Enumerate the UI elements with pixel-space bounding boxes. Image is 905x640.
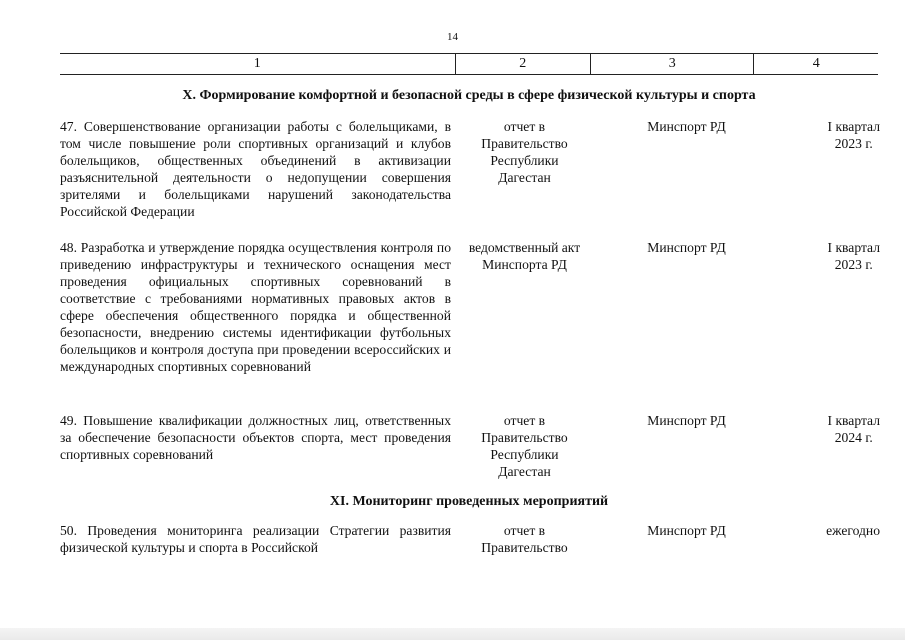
- column-header-3: 3: [590, 54, 753, 74]
- document-type: [458, 118, 591, 186]
- deadline-text: [828, 239, 880, 273]
- measure-text: 47. Совершенствование организации работы с болельщиками, в том числе повышение роли спортивных организаций и клубов болельщиков, общественных объединений в активизации разъяснительной деятельности о недопущении совершения зрителями и болельщиками нарушений законодательства Российской Федерации: [60, 119, 451, 219]
- deadline-line: 2024 г.: [834, 430, 873, 445]
- section-title-x: X. Формирование комфортной и безопасной среды в сфере физической культуры и спорта: [182, 88, 756, 103]
- document-line: ведомственный акт: [468, 240, 581, 255]
- deadline: [760, 522, 880, 539]
- deadline: [760, 239, 880, 273]
- document-type: [458, 412, 591, 480]
- measure-text: 48. Разработка и утверждение порядка осуществления контроля по приведению инфраструктуры и технического оснащения мест проведения официальных спортивных соревнований в соответствие с требованиями нормативных правовых актов в сфере обеспечения общественного порядка и общественной безопасности, внедрению системы идентификации футбольных болельщиков и контроля доступа при проведении всероссийских и международных спортивных соревнований: [60, 240, 451, 374]
- responsible-text: Минспорт РД: [647, 523, 726, 538]
- document-line: отчет в: [503, 413, 546, 428]
- deadline-line: ежегодно: [826, 523, 880, 538]
- column-header-2: 2: [455, 54, 591, 74]
- document-line: Правительство: [481, 430, 568, 445]
- document-line: Дагестан: [498, 170, 551, 185]
- document-line: Правительство: [481, 136, 568, 151]
- responsible-text: Минспорт РД: [647, 413, 726, 428]
- document-type: [458, 522, 591, 556]
- deadline-text: [826, 522, 880, 539]
- document-line: Республики: [490, 153, 559, 168]
- deadline-line: I квартал: [827, 119, 880, 134]
- document-type: [458, 239, 591, 273]
- measure-text: 50. Проведения мониторинга реализации Стратегии развития физической культуры и спорта в Российской: [60, 523, 451, 555]
- document-line: отчет в: [503, 119, 546, 134]
- deadline: [760, 412, 880, 446]
- deadline: [760, 118, 880, 152]
- deadline-line: 2023 г.: [834, 136, 873, 151]
- deadline-line: 2023 г.: [834, 257, 873, 272]
- column-header-1: 1: [253, 56, 261, 71]
- responsible: [605, 522, 768, 539]
- responsible-text: Минспорт РД: [647, 240, 726, 255]
- responsible: [605, 412, 768, 429]
- measure-text: 49. Повышение квалификации должностных лиц, ответственных за обеспечение безопасности объектов спорта, мест проведения спортивных соревнований: [60, 413, 451, 462]
- document-line: отчет в: [503, 523, 546, 538]
- responsible: [605, 239, 768, 256]
- document-line: Минспорта РД: [482, 257, 567, 272]
- responsible: [605, 118, 768, 135]
- document-line: Правительство: [481, 540, 568, 555]
- responsible-text: Минспорт РД: [647, 119, 726, 134]
- document-line: Дагестан: [498, 464, 551, 479]
- page-number: 14: [447, 31, 458, 43]
- deadline-text: [828, 118, 880, 152]
- deadline-line: I квартал: [827, 240, 880, 255]
- column-header-4: 4: [753, 54, 878, 74]
- table-header-row: [60, 53, 878, 75]
- scan-bottom-edge: [0, 628, 905, 640]
- deadline-text: [828, 412, 880, 446]
- document-line: Республики: [490, 447, 559, 462]
- deadline-line: I квартал: [827, 413, 880, 428]
- section-title-xi: XI. Мониторинг проведенных мероприятий: [329, 494, 609, 509]
